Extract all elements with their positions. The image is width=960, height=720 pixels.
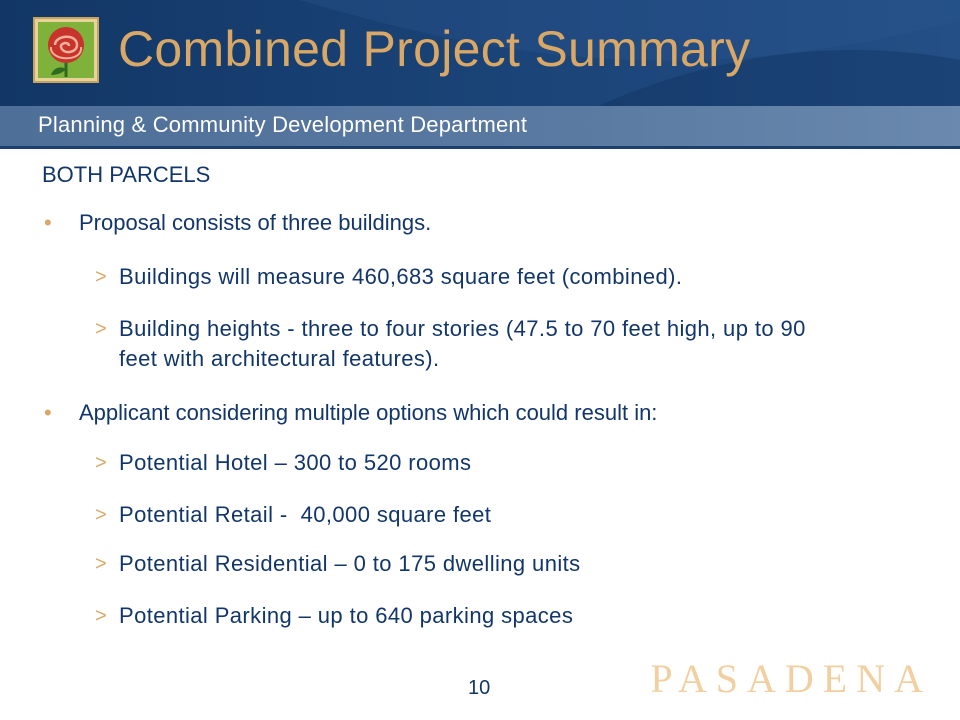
department-subtitle: Planning & Community Development Department xyxy=(38,112,528,137)
sub-bullet-text: Potential Hotel – 300 to 520 rooms xyxy=(119,450,472,475)
sub-bullet-text: Buildings will measure 460,683 square feet (combined). xyxy=(119,264,683,289)
bullet-text: Proposal consists of three buildings. xyxy=(79,210,432,235)
sub-bullet-arrow: > xyxy=(95,504,107,526)
sub-bullet-text: Potential Retail - 40,000 square feet xyxy=(119,502,492,527)
sub-bullet-text: Potential Residential – 0 to 175 dwelling units xyxy=(119,551,581,576)
bullet-text: Applicant considering multiple options which could result in: xyxy=(79,400,658,425)
page-number: 10 xyxy=(468,677,491,699)
sub-bullet-arrow: > xyxy=(95,266,107,288)
pasadena-wordmark: PASADENA xyxy=(650,656,932,701)
sub-bullet-arrow: > xyxy=(95,452,107,474)
section-label: BOTH PARCELS xyxy=(42,162,211,187)
bullet-dot: • xyxy=(44,210,52,235)
sub-bullet-arrow: > xyxy=(95,553,107,575)
sub-bullet-text: Building heights - three to four stories (47.5 to 70 feet high, up to 90 feet with architectural features). xyxy=(119,316,806,371)
bullet-dot: • xyxy=(44,400,52,425)
sub-bullet-arrow: > xyxy=(95,605,107,627)
slide-title: Combined Project Summary xyxy=(118,21,751,77)
sub-bullet-arrow: > xyxy=(95,318,107,340)
sub-bullet-text: Potential Parking – up to 640 parking spaces xyxy=(119,603,574,628)
